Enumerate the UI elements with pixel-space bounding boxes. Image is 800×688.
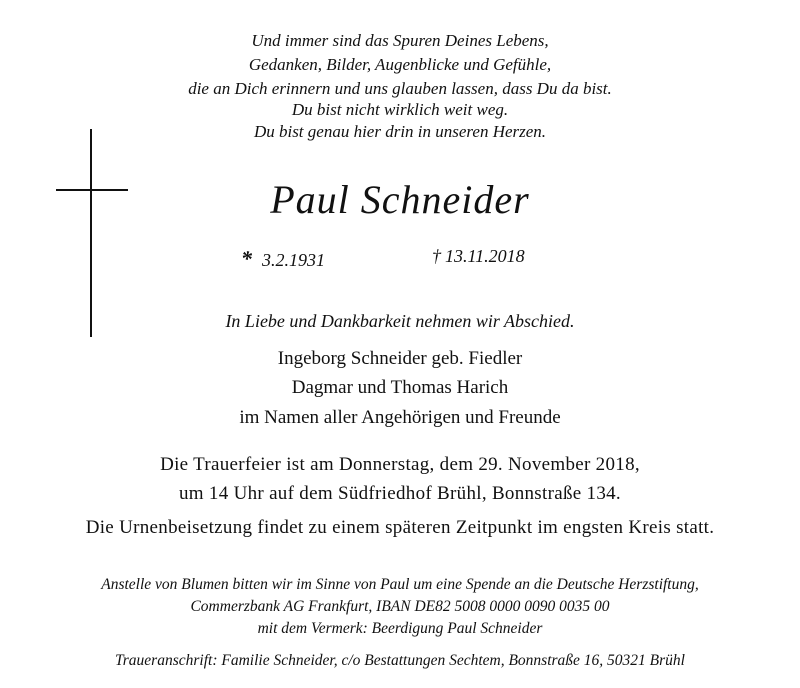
mourner-line: Dagmar und Thomas Harich	[291, 377, 509, 398]
birth-star-icon: *	[241, 246, 252, 271]
birth-date-group	[241, 246, 325, 272]
poem-line: Gedanken, Bilder, Augenblicke und Gefühle,	[248, 55, 552, 74]
deceased-name: Paul Schneider	[270, 177, 530, 222]
donation-line: mit dem Vermerk: Beerdigung Paul Schneider	[257, 620, 543, 637]
ceremony-line: Die Trauerfeier ist am Donnerstag, dem 29. November 2018,	[160, 454, 640, 475]
mourning-address: Traueranschrift: Familie Schneider, c/o Bestattungen Sechtem, Bonnstraße 16, 50321 Brühl	[115, 652, 685, 669]
farewell-text: In Liebe und Dankbarkeit nehmen wir Abschied.	[225, 311, 575, 331]
ceremony-line: um 14 Uhr auf dem Südfriedhof Brühl, Bonnstraße 134.	[179, 483, 621, 504]
mourner-line: im Namen aller Angehörigen und Freunde	[239, 407, 561, 428]
urn-burial-note: Die Urnenbeisetzung findet zu einem späteren Zeitpunkt im engsten Kreis statt.	[85, 517, 715, 538]
donation-line: Anstelle von Blumen bitten wir im Sinne von Paul um eine Spende an die Deutsche Herzstiftung,	[101, 576, 699, 593]
death-date: 13.11.2018	[445, 246, 525, 266]
mourner-line: Ingeborg Schneider geb. Fiedler	[277, 348, 523, 369]
poem-line: Du bist genau hier drin in unseren Herzen.	[253, 122, 547, 141]
life-dates	[0, 246, 800, 274]
poem-line: Und immer sind das Spuren Deines Lebens,	[251, 31, 549, 50]
birth-date: 3.2.1931	[262, 250, 325, 270]
donation-line: Commerzbank AG Frankfurt, IBAN DE82 5008 0000 0090 0035 00	[190, 598, 610, 615]
cross-vertical-bar	[90, 129, 92, 337]
death-date-group	[432, 246, 525, 267]
death-dagger-icon: †	[432, 246, 441, 266]
poem-line: Du bist nicht wirklich weit weg.	[291, 100, 509, 119]
poem-line: die an Dich erinnern und uns glauben lassen, dass Du da bist.	[188, 79, 612, 98]
